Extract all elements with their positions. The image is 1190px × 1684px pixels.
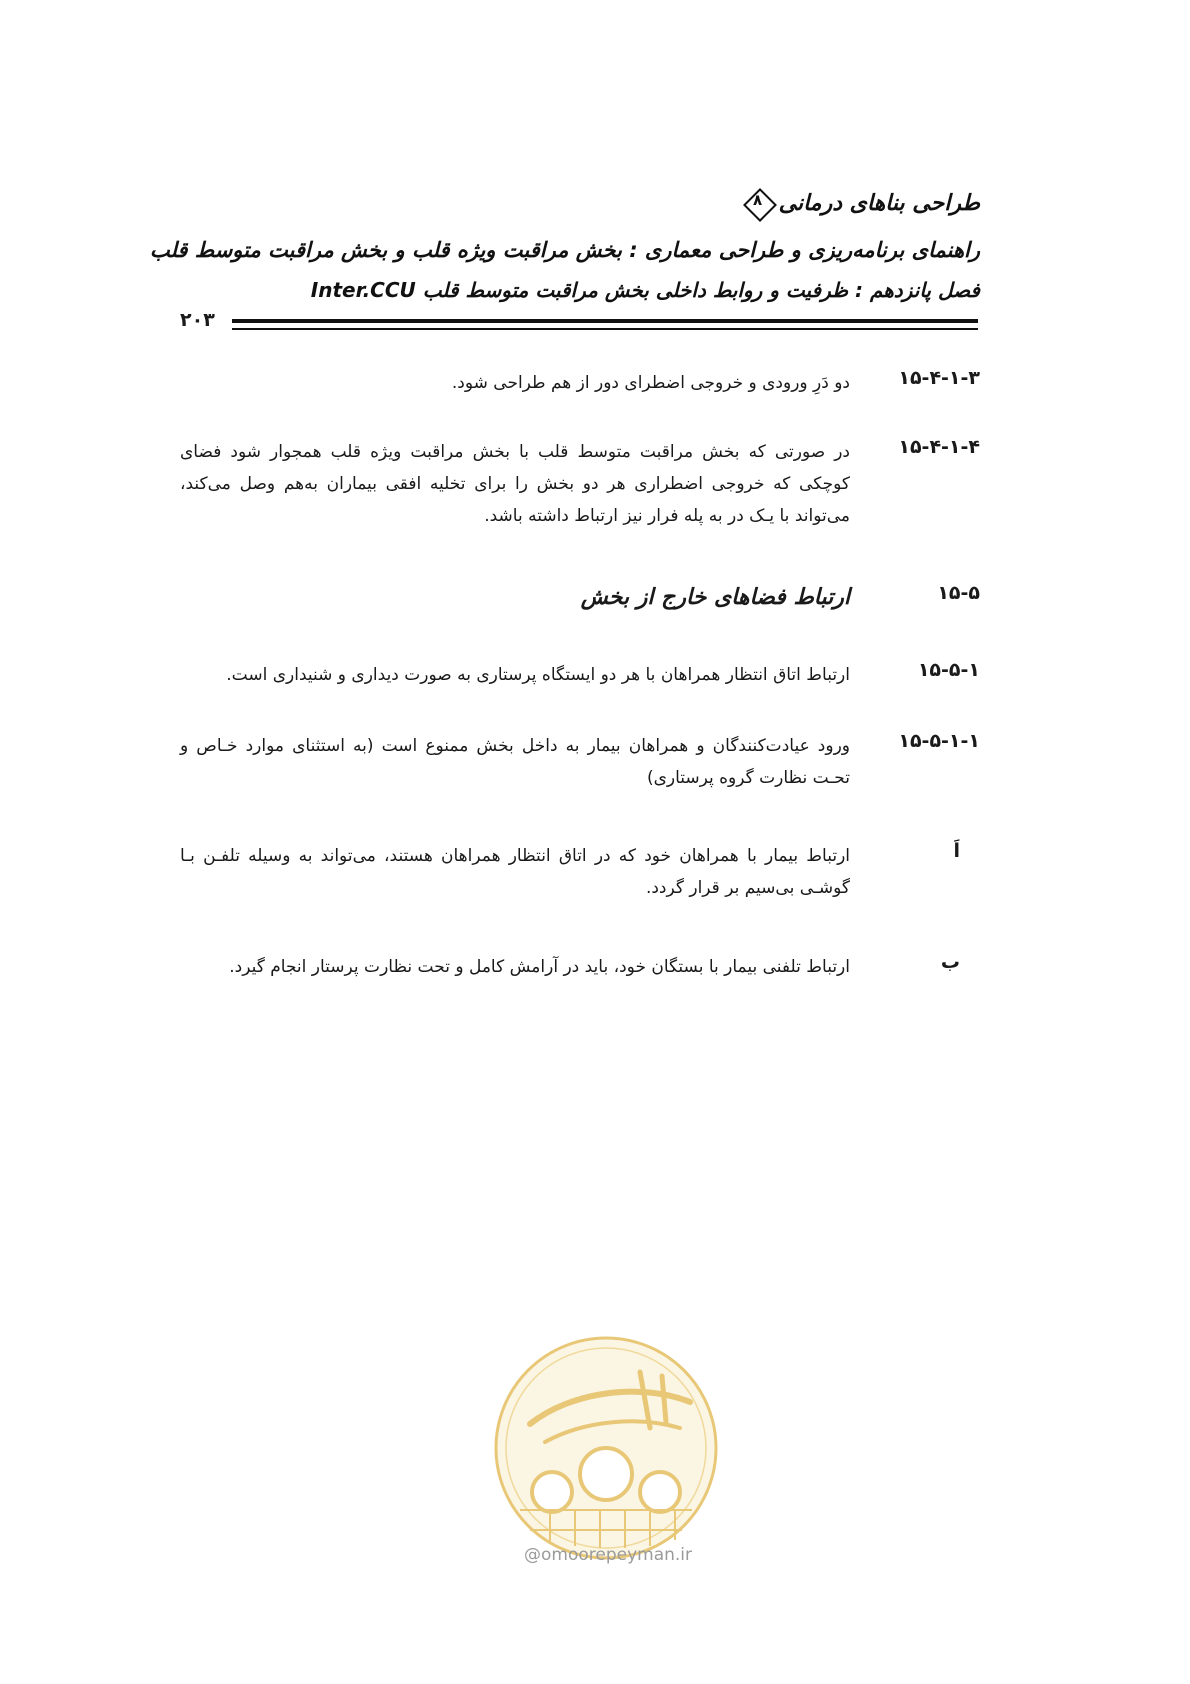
series-title xyxy=(743,188,980,218)
page-number: ۲۰۳ xyxy=(180,309,215,331)
item-number: ۱۵-۴-۱-۳ xyxy=(898,367,980,389)
series-number: ۸ xyxy=(753,191,763,209)
chapter-title: فصل پانزدهم : ظرفیت و روابط داخلی بخش مراقبت متوسط قلب Inter.CCU xyxy=(310,278,980,302)
section-heading xyxy=(180,582,980,614)
section-number: ۱۵-۵ xyxy=(937,582,980,604)
item-text: ارتباط تلفنی بیمار با بستگان خود، باید در آرامش کامل و تحت نظارت پرستار انجام گیرد. xyxy=(229,957,850,977)
list-item xyxy=(180,951,980,983)
item-text: ارتباط اتاق انتظار همراهان با هر دو ایستگاه پرستاری به صورت دیداری و شنیداری است. xyxy=(226,665,850,685)
watermark-logo-icon xyxy=(490,1332,722,1564)
item-number: ۱۵-۵-۱-۱ xyxy=(898,730,980,752)
header-divider xyxy=(232,319,978,330)
list-item xyxy=(180,659,980,691)
list-item xyxy=(180,730,980,794)
list-item xyxy=(180,367,980,399)
series-number-badge xyxy=(743,188,773,218)
item-text: ورود عیادت‌کنندگان و همراهان بیمار به داخل بخش ممنوع است (به استثنای موارد خـاص و تحـت نظارت گروه پرستاری) xyxy=(180,736,850,788)
section-title: ارتباط فضاهای خارج از بخش xyxy=(580,585,850,610)
item-text: ارتباط بیمار با همراهان خود که در اتاق انتظار همراهان هستند، می‌تواند به وسیله تلفـن بـا گوشـی بی‌سیم بر قرار گردد. xyxy=(180,846,850,898)
item-text: در صورتی که بخش مراقبت متوسط قلب با بخش مراقبت ویژه قلب همجوار شود فضای کوچکی که خروجی اضطراری هر دو بخش را برای تخلیه افقی بیماران به‌هم وصل می‌کند، می‌تواند با یـک در به پله فرار نیز ارتباط داشته باشد. xyxy=(180,442,850,526)
item-letter: اَ xyxy=(953,840,960,862)
watermark-site: @omoorepeyman.ir xyxy=(523,1545,693,1565)
item-number: ۱۵-۴-۱-۴ xyxy=(898,436,980,458)
list-item xyxy=(180,840,980,904)
item-letter: ب xyxy=(940,951,960,973)
guide-title: راهنمای برنامه‌ریزی و طراحی معماری : بخش مراقبت ویژه قلب و بخش مراقبت متوسط قلب xyxy=(149,238,980,262)
list-item xyxy=(180,436,980,532)
item-text: دو دَرِ ورودی و خروجی اضطرای دور از هم طراحی شود. xyxy=(451,373,850,393)
item-number: ۱۵-۵-۱ xyxy=(917,659,980,681)
series-title-text: طراحی بناهای درمانی xyxy=(778,190,980,216)
